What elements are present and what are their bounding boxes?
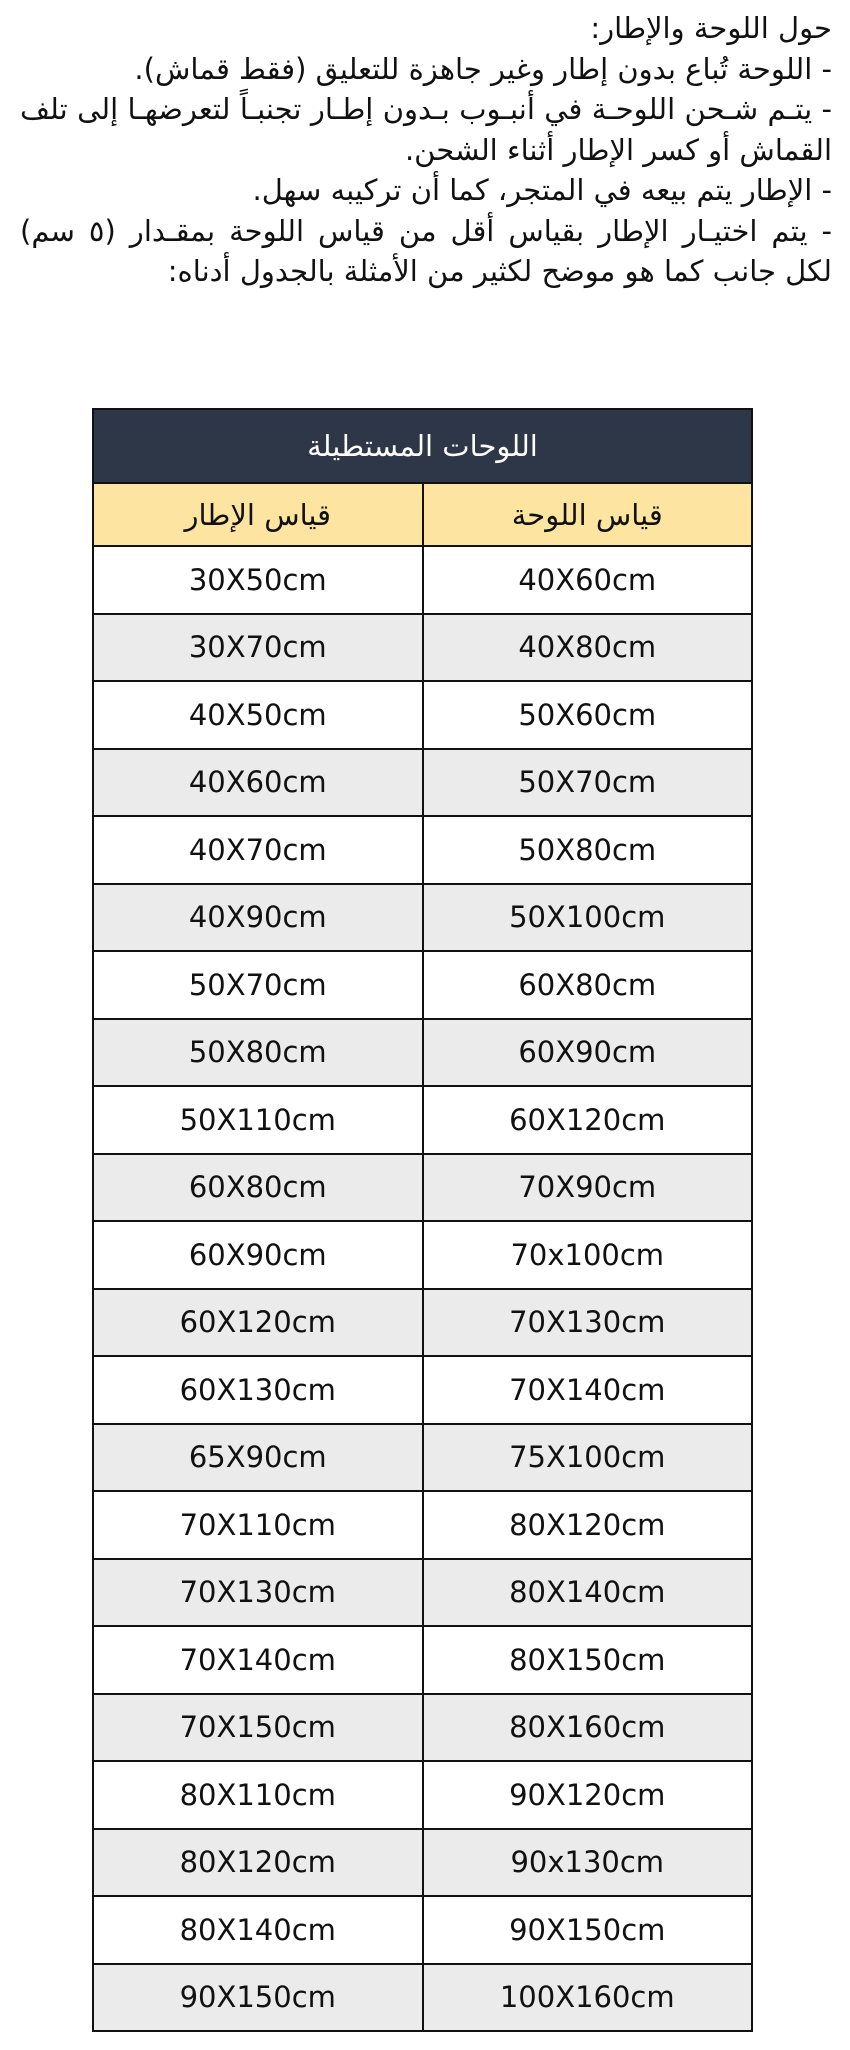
table-row bbox=[93, 1626, 752, 1694]
table-row bbox=[93, 749, 752, 817]
table-title: اللوحات المستطيلة bbox=[93, 409, 752, 483]
frame-size-cell: 70X140cm bbox=[93, 1626, 423, 1694]
table-row bbox=[93, 614, 752, 682]
frame-size-cell: 70X130cm bbox=[93, 1559, 423, 1627]
table-row bbox=[93, 1964, 752, 2032]
table-row bbox=[93, 1289, 752, 1357]
frame-size-header: قياس الإطار bbox=[93, 483, 423, 546]
table-row bbox=[93, 1761, 752, 1829]
frame-size-cell: 70X110cm bbox=[93, 1491, 423, 1559]
canvas-size-cell: 80X120cm bbox=[423, 1491, 753, 1559]
canvas-size-cell: 90X120cm bbox=[423, 1761, 753, 1829]
canvas-size-cell: 50X70cm bbox=[423, 749, 753, 817]
frame-size-cell: 70X150cm bbox=[93, 1694, 423, 1762]
table-row bbox=[93, 1086, 752, 1154]
table-body bbox=[93, 546, 752, 2031]
frame-size-cell: 40X50cm bbox=[93, 681, 423, 749]
canvas-size-cell: 60X80cm bbox=[423, 951, 753, 1019]
canvas-size-cell: 90x130cm bbox=[423, 1829, 753, 1897]
intro-bullet-unframed: - اللوحة تُباع بدون إطار وغير جاهزة للتعليق (فقط قماش). bbox=[134, 51, 832, 86]
table-row bbox=[93, 1221, 752, 1289]
frame-size-cell: 40X70cm bbox=[93, 816, 423, 884]
table-header-row bbox=[93, 483, 752, 546]
canvas-size-cell: 70X130cm bbox=[423, 1289, 753, 1357]
frame-size-cell: 80X140cm bbox=[93, 1896, 423, 1964]
canvas-size-cell: 100X160cm bbox=[423, 1964, 753, 2032]
canvas-size-cell: 50X80cm bbox=[423, 816, 753, 884]
table-row bbox=[93, 546, 752, 614]
canvas-size-cell: 90X150cm bbox=[423, 1896, 753, 1964]
table-row bbox=[93, 681, 752, 749]
frame-size-cell: 40X60cm bbox=[93, 749, 423, 817]
frame-size-cell: 50X80cm bbox=[93, 1019, 423, 1087]
table-row bbox=[93, 884, 752, 952]
frame-size-cell: 50X110cm bbox=[93, 1086, 423, 1154]
intro-bullet-frame-sold: - الإطار يتم بيعه في المتجر، كما أن تركيبه سهل. bbox=[252, 173, 832, 207]
frame-size-cell: 60X120cm bbox=[93, 1289, 423, 1357]
frame-size-cell: 90X150cm bbox=[93, 1964, 423, 2032]
canvas-size-cell: 50X60cm bbox=[423, 681, 753, 749]
intro-bullet-shipping: - يتـم شـحن اللوحـة في أنبـوب بـدون إطـار تجنبـاً لتعرضهـا إلى تلف القماش أو كسر الإطار أثناء الشحن. bbox=[20, 92, 832, 167]
frame-size-cell: 30X70cm bbox=[93, 614, 423, 682]
frame-size-cell: 60X130cm bbox=[93, 1356, 423, 1424]
frame-size-cell: 30X50cm bbox=[93, 546, 423, 614]
table-row bbox=[93, 1694, 752, 1762]
table-title-row bbox=[93, 409, 752, 483]
table-row bbox=[93, 1829, 752, 1897]
rectangular-sizes-table bbox=[92, 408, 753, 2032]
canvas-size-cell: 60X90cm bbox=[423, 1019, 753, 1087]
table-row bbox=[93, 1424, 752, 1492]
table-row bbox=[93, 1559, 752, 1627]
canvas-size-cell: 80X150cm bbox=[423, 1626, 753, 1694]
frame-size-cell: 80X110cm bbox=[93, 1761, 423, 1829]
frame-size-cell: 80X120cm bbox=[93, 1829, 423, 1897]
canvas-size-cell: 40X60cm bbox=[423, 546, 753, 614]
table-row bbox=[93, 1019, 752, 1087]
intro-bullet-frame-size: - يتم اختيـار الإطار بقياس أقل من قياس اللوحة بمقـدار (٥ سم) لكل جانب كما هو موضح لكثير من الأمثلة بالجدول أدناه: bbox=[20, 213, 832, 288]
canvas-size-cell: 70x100cm bbox=[423, 1221, 753, 1289]
table-row bbox=[93, 1154, 752, 1222]
canvas-size-cell: 60X120cm bbox=[423, 1086, 753, 1154]
canvas-size-cell: 80X140cm bbox=[423, 1559, 753, 1627]
canvas-size-cell: 75X100cm bbox=[423, 1424, 753, 1492]
canvas-size-cell: 70X90cm bbox=[423, 1154, 753, 1222]
frame-size-cell: 65X90cm bbox=[93, 1424, 423, 1492]
canvas-size-cell: 50X100cm bbox=[423, 884, 753, 952]
table-row bbox=[93, 951, 752, 1019]
frame-size-cell: 40X90cm bbox=[93, 884, 423, 952]
canvas-size-cell: 40X80cm bbox=[423, 614, 753, 682]
frame-size-cell: 60X80cm bbox=[93, 1154, 423, 1222]
table-row bbox=[93, 816, 752, 884]
table-row bbox=[93, 1356, 752, 1424]
table-row bbox=[93, 1491, 752, 1559]
canvas-size-cell: 80X160cm bbox=[423, 1694, 753, 1762]
about-canvas-and-frame-text bbox=[20, 8, 832, 292]
frame-size-cell: 60X90cm bbox=[93, 1221, 423, 1289]
table-row bbox=[93, 1896, 752, 1964]
intro-heading: حول اللوحة والإطار: bbox=[590, 11, 832, 45]
canvas-size-header: قياس اللوحة bbox=[423, 483, 753, 546]
frame-size-cell: 50X70cm bbox=[93, 951, 423, 1019]
canvas-size-cell: 70X140cm bbox=[423, 1356, 753, 1424]
